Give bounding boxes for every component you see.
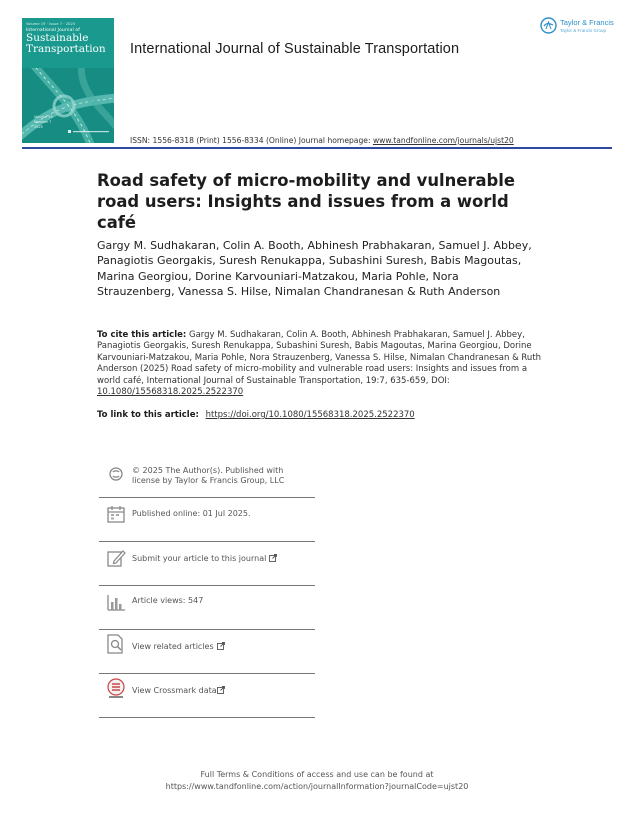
- publisher-name: Taylor & Francis: [560, 18, 614, 27]
- bar-chart-icon: [105, 591, 127, 613]
- cover-title-line2: Transportation: [26, 43, 106, 55]
- external-link-icon: [269, 554, 277, 562]
- cover-series-label: International Journal of: [26, 28, 80, 33]
- crossmark-text: View Crossmark data: [132, 686, 217, 695]
- publisher-logo-icon: [540, 17, 557, 34]
- external-link-icon: [217, 642, 225, 650]
- related-articles-link[interactable]: [132, 642, 225, 653]
- cover-publisher-mark: [68, 129, 110, 134]
- crossmark-row[interactable]: [99, 674, 315, 718]
- doi-link[interactable]: 10.1080/15568318.2025.2522370: [97, 387, 244, 398]
- views-row: [99, 586, 315, 630]
- submit-article-text: Submit your article to this journal: [132, 554, 267, 563]
- article-views: Article views: 547: [132, 596, 204, 605]
- crossmark-link[interactable]: [132, 686, 225, 697]
- license-line-1: © 2025 The Author(s). Published with: [132, 466, 284, 475]
- journal-homepage-link[interactable]: www.tandfonline.com/journals/ujst20: [372, 136, 514, 145]
- published-row: [99, 498, 315, 542]
- edit-icon: [105, 547, 127, 569]
- citation-label: To cite this article:: [97, 330, 187, 340]
- article-link-line: [97, 410, 415, 420]
- citation-text: Gargy M. Sudhakaran, Colin A. Booth, Abhinesh Prabhakaran, Samuel J. Abbey, Panagiotis Georgakis, Suresh Renukappa, Subashini Suresh, Babis Magoutas, Marina Georgiou, Dorine Karvouniari-Matzakou, Maria Pohle, Nora Strauzenberg, Vanessa S. Hilse, Nimalan Chandranesan & Ruth Anderson (2025) Road safety of micro-mobility and vulnerable road users: Insights and issues from a world café, International Journal of Sustainable Transportation, 19:7, 635-659, DOI:: [97, 330, 542, 386]
- related-articles-text: View related articles: [132, 642, 214, 651]
- submit-row[interactable]: [99, 542, 315, 586]
- license-line-2: license by Taylor & Francis Group, LLC: [132, 476, 285, 485]
- cover-volume-line: Volume 19: [34, 115, 53, 119]
- taylor-francis-logo[interactable]: [540, 17, 618, 39]
- cover-year-line: 2025: [34, 124, 43, 129]
- article-url-link[interactable]: https://doi.org/10.1080/15568318.2025.2522370: [205, 410, 415, 420]
- external-link-icon: [217, 686, 225, 694]
- issn-text: ISSN: 1556-8318 (Print) 1556-8334 (Online) Journal homepage:: [130, 136, 371, 145]
- published-date: Published online: 01 Jul 2025.: [132, 509, 251, 518]
- info-divider: [99, 717, 315, 718]
- crossmark-icon: [105, 677, 127, 699]
- cover-title-line1: Sustainable: [26, 32, 89, 44]
- citation-block: [97, 330, 542, 398]
- footer: [0, 769, 634, 793]
- related-row[interactable]: [99, 630, 315, 674]
- publisher-tagline: Taylor & Francis Group: [560, 28, 607, 33]
- search-document-icon: [105, 633, 127, 655]
- journal-cover-image: [22, 18, 114, 143]
- link-label: To link to this article:: [97, 410, 199, 420]
- footer-line-1: Full Terms & Conditions of access and use can be found at: [200, 770, 434, 779]
- article-authors: Gargy M. Sudhakaran, Colin A. Booth, Abhinesh Prabhakaran, Samuel J. Abbey, Panagiotis Georgakis, Suresh Renukappa, Subashini Suresh, Babis Magoutas, Marina Georgiou, Dorine Karvouniari-Matzakou, Maria Pohle, Nora Strauzenberg, Vanessa S. Hilse, Nimalan Chandranesan & Ruth Anderson: [97, 239, 532, 299]
- footer-terms-link[interactable]: https://www.tandfonline.com/action/journalInformation?journalCode=ujst20: [165, 782, 469, 791]
- open-access-icon: [105, 463, 127, 485]
- cover-top-text: Volume 19 · Issue 7 · 2025: [26, 22, 76, 26]
- submit-article-link[interactable]: [132, 554, 277, 565]
- license-row: [99, 455, 315, 498]
- cover-volume-info: [34, 115, 53, 130]
- article-title: Road safety of micro-mobility and vulnerable road users: Insights and issues from a world café: [97, 171, 516, 232]
- journal-title: International Journal of Sustainable Transportation: [130, 41, 460, 57]
- header-divider: [22, 147, 612, 149]
- issn-line: [130, 136, 514, 145]
- calendar-icon: [105, 503, 127, 525]
- cover-number-line: Number 7: [34, 119, 52, 124]
